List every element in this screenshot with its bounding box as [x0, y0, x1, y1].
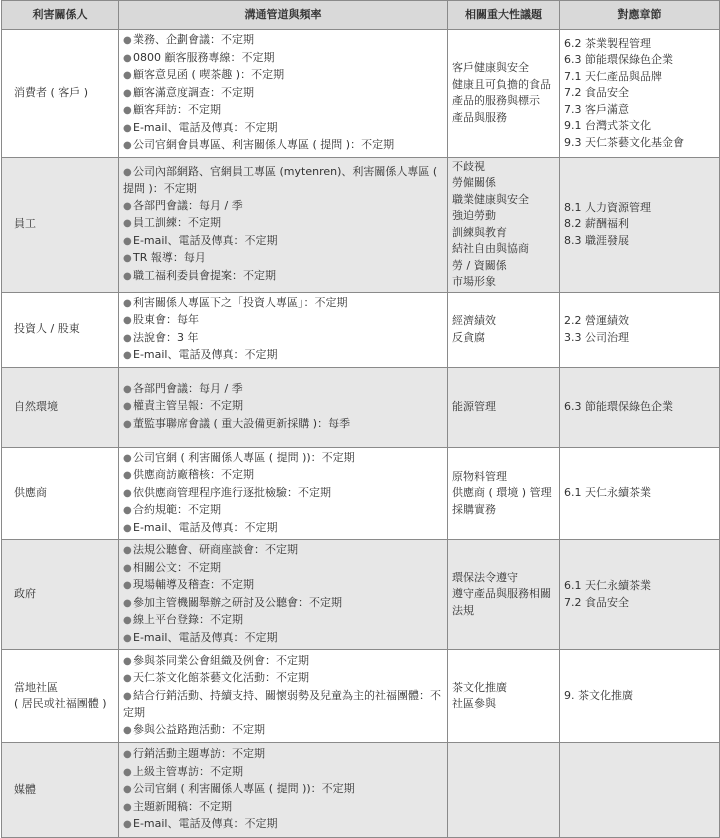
bullet-icon: ● — [123, 350, 132, 361]
header-stakeholder: 利害關係人 — [2, 1, 119, 30]
channel-text: 顧客滿意度調查：不定期 — [133, 85, 254, 99]
issue-item: 經濟績效 — [452, 314, 496, 327]
stakeholder-name: 供應商 — [14, 486, 47, 499]
issue-item: 原物料管理 — [452, 469, 507, 483]
chapters-cell — [560, 540, 720, 650]
issue-item: 茶文化推廣 — [452, 680, 507, 694]
chapters-cell — [560, 743, 720, 838]
issue-item: 產品的服務與標示 — [452, 94, 540, 108]
chapter-item: 6.1 天仁永續茶業 — [564, 579, 651, 592]
stakeholder-cell — [2, 650, 119, 743]
bullet-icon: ● — [123, 332, 132, 344]
channel-item — [123, 467, 443, 485]
issues-cell — [448, 367, 560, 447]
channel-item — [123, 816, 443, 834]
channel-text: 依供應商管理程序進行逐批檢驗：不定期 — [133, 485, 331, 499]
bullet-icon: ● — [123, 70, 132, 81]
channel-item — [123, 670, 443, 688]
channel-item — [123, 577, 443, 595]
table-row — [2, 447, 720, 540]
table-row — [2, 367, 720, 447]
bullet-icon: ● — [123, 690, 132, 702]
channel-item — [123, 330, 443, 348]
bullet-icon: ● — [123, 401, 132, 413]
channel-item — [123, 67, 443, 85]
channel-text: 公司官網 ( 利害關係人專區 ( 提問 ))：不定期 — [133, 782, 355, 796]
header-channels: 溝通管道與頻率 — [119, 1, 448, 30]
issues-cell — [448, 447, 560, 540]
bullet-icon: ● — [123, 122, 132, 134]
bullet-icon: ● — [123, 505, 132, 516]
channel-item — [123, 485, 443, 503]
channel-item — [123, 347, 443, 365]
stakeholder-name: 媒體 — [14, 782, 36, 796]
issue-item: 結社自由與協商 — [452, 242, 529, 255]
channel-text: 法規公聽會、研商座談會：不定期 — [133, 543, 298, 556]
table-row — [2, 743, 720, 838]
channel-item — [123, 542, 443, 560]
stakeholder-cell — [2, 447, 119, 540]
issues-cell — [448, 743, 560, 838]
issues-cell — [448, 540, 560, 650]
channel-item — [123, 120, 443, 138]
channel-item — [123, 630, 443, 648]
chapter-item: 7.3 客戶滿意 — [564, 102, 629, 116]
channel-text: 顧客拜訪：不定期 — [133, 103, 221, 116]
bullet-icon: ● — [123, 801, 132, 813]
channel-item — [123, 416, 443, 434]
issue-item: 供應商 ( 環境 ) 管理 — [452, 486, 552, 499]
bullet-icon: ● — [123, 470, 132, 481]
bullet-icon: ● — [123, 615, 132, 626]
stakeholder-name: 當地社區 — [14, 680, 58, 694]
chapter-item: 7.2 食品安全 — [564, 595, 629, 609]
channel-text: E-mail、電話及傳真：不定期 — [133, 120, 278, 134]
channel-item — [123, 233, 443, 251]
chapter-item: 9. 茶文化推廣 — [564, 688, 633, 702]
issue-item: 社區參與 — [452, 697, 496, 710]
bullet-icon: ● — [123, 52, 132, 64]
issue-item: 遵守產品與服務相關 — [452, 587, 551, 601]
channel-item — [123, 381, 443, 399]
channel-item — [123, 312, 443, 330]
channels-cell — [119, 650, 448, 743]
issue-item: 職業健康與安全 — [452, 192, 529, 206]
issue-item: 法規 — [452, 603, 474, 617]
bullet-icon: ● — [123, 235, 132, 247]
channel-text: E-mail、電話及傳真：不定期 — [133, 817, 278, 831]
bullet-icon: ● — [123, 724, 132, 736]
channel-text: 參與公益路跑活動：不定期 — [133, 722, 265, 736]
chapter-item: 8.1 人力資源管理 — [564, 200, 651, 214]
channel-item — [123, 502, 443, 520]
channel-item — [123, 268, 443, 286]
stakeholder-cell — [2, 30, 119, 158]
channel-text: 0800 顧客服務專線：不定期 — [133, 50, 275, 64]
chapter-item: 8.2 薪酬福利 — [564, 217, 629, 231]
channel-text: 線上平台登錄：不定期 — [133, 613, 243, 626]
channel-text: 合約規範：不定期 — [133, 503, 221, 516]
channel-text: 現場輔導及稽查：不定期 — [133, 578, 254, 591]
chapter-item: 3.3 公司治理 — [564, 330, 629, 344]
channels-cell — [119, 367, 448, 447]
bullet-icon: ● — [123, 522, 132, 534]
channel-item — [123, 85, 443, 103]
chapters-cell — [560, 650, 720, 743]
chapters-cell — [560, 292, 720, 367]
header-issues: 相關重大性議題 — [448, 1, 560, 30]
chapter-item: 2.2 營運績效 — [564, 314, 629, 327]
channel-item — [123, 50, 443, 68]
chapters-cell — [560, 157, 720, 292]
chapters-cell — [560, 447, 720, 540]
table-body — [2, 30, 720, 838]
channel-text: 顧客意見函 ( 喫茶趣 )：不定期 — [133, 68, 285, 81]
issue-item: 反貪腐 — [452, 330, 485, 344]
channel-text: 股東會：每年 — [133, 313, 199, 326]
channels-cell — [119, 157, 448, 292]
channel-text: 參加主管機關舉辦之研討及公聽會：不定期 — [133, 595, 342, 609]
channel-text: 公司官網 ( 利害關係人專區 ( 提問 ))：不定期 — [133, 450, 355, 464]
bullet-icon: ● — [123, 580, 132, 591]
chapter-item: 9.3 天仁茶藝文化基金會 — [564, 135, 684, 149]
issues-cell — [448, 650, 560, 743]
bullet-icon: ● — [123, 253, 132, 265]
bullet-icon: ● — [123, 784, 132, 796]
channel-item — [123, 595, 443, 613]
bullet-icon: ● — [123, 418, 132, 430]
issue-item: 能源管理 — [452, 399, 496, 413]
channel-text: 參與茶同業公會組織及例會：不定期 — [133, 653, 309, 667]
stakeholder-name: ( 居民或社福團體 ) — [14, 697, 107, 710]
issue-item: 強迫勞動 — [452, 209, 496, 222]
chapters-cell — [560, 367, 720, 447]
issue-item: 健康且可負擔的食品 — [452, 77, 551, 91]
channel-item — [123, 164, 443, 198]
chapter-item: 6.3 節能環保綠色企業 — [564, 53, 673, 66]
issues-cell — [448, 30, 560, 158]
channel-text: 董監事聯席會議 ( 重大設備更新採購 )：每季 — [133, 416, 351, 430]
bullet-icon: ● — [123, 766, 132, 778]
table-row — [2, 650, 720, 743]
channel-text: 主題新聞稿：不定期 — [133, 799, 232, 813]
channel-item — [123, 612, 443, 630]
chapters-cell — [560, 30, 720, 158]
chapter-item: 6.1 天仁永續茶業 — [564, 486, 651, 499]
channel-text: 權責主管呈報：不定期 — [133, 399, 243, 413]
channel-item — [123, 764, 443, 782]
bullet-icon: ● — [123, 218, 132, 230]
channel-text: 公司官網會員專區、利害關係人專區 ( 提問 )：不定期 — [133, 138, 395, 151]
bullet-icon: ● — [123, 105, 132, 116]
bullet-icon: ● — [123, 297, 132, 309]
table-row — [2, 30, 720, 158]
channel-item — [123, 102, 443, 120]
channel-item — [123, 215, 443, 233]
issue-item: 採購實務 — [452, 502, 496, 516]
stakeholder-cell — [2, 367, 119, 447]
table-row — [2, 157, 720, 292]
channel-text: 員工訓練：不定期 — [133, 216, 221, 230]
issue-item: 市場形象 — [452, 275, 496, 288]
channel-item — [123, 653, 443, 671]
bullet-icon: ● — [123, 545, 132, 556]
issues-cell — [448, 292, 560, 367]
channel-item — [123, 295, 443, 313]
issue-item: 不歧視 — [452, 159, 485, 173]
channel-text: 公司內部網路、官網員工專區 (mytenren)、利害關係人專區 ( 提問 )：不定期 — [123, 164, 438, 196]
channel-text: E-mail、電話及傳真：不定期 — [133, 630, 278, 644]
table-row — [2, 292, 720, 367]
bullet-icon: ● — [123, 140, 132, 151]
channel-text: 職工福利委員會提案：不定期 — [133, 268, 276, 282]
bullet-icon: ● — [123, 270, 132, 282]
stakeholder-name: 自然環境 — [14, 399, 58, 413]
bullet-icon: ● — [123, 35, 132, 46]
channels-cell — [119, 30, 448, 158]
channel-text: 各部門會議：每月 / 季 — [133, 198, 243, 212]
channel-item — [123, 688, 443, 722]
bullet-icon: ● — [123, 655, 132, 667]
channel-item — [123, 520, 443, 538]
bullet-icon: ● — [123, 597, 132, 609]
bullet-icon: ● — [123, 749, 132, 761]
channels-cell — [119, 447, 448, 540]
issue-item: 客戶健康與安全 — [452, 61, 529, 75]
bullet-icon: ● — [123, 452, 132, 464]
chapter-item: 8.3 職涯發展 — [564, 233, 629, 247]
channel-item — [123, 746, 443, 764]
stakeholder-name: 消費者 ( 客戶 ) — [14, 86, 89, 99]
header-chapters: 對應章節 — [560, 1, 720, 30]
bullet-icon: ● — [123, 819, 132, 831]
stakeholder-name: 政府 — [14, 587, 36, 601]
bullet-icon: ● — [123, 166, 132, 178]
bullet-icon: ● — [123, 673, 132, 685]
channel-item — [123, 722, 443, 740]
chapter-item: 6.3 節能環保綠色企業 — [564, 399, 673, 413]
channels-cell — [119, 743, 448, 838]
channel-text: E-mail、電話及傳真：不定期 — [133, 348, 278, 361]
channel-text: 各部門會議：每月 / 季 — [133, 381, 243, 395]
stakeholder-cell — [2, 157, 119, 292]
channels-cell — [119, 540, 448, 650]
stakeholder-name: 員工 — [14, 217, 36, 231]
channel-item — [123, 250, 443, 268]
stakeholder-cell — [2, 540, 119, 650]
channel-text: 供應商訪廠稽核：不定期 — [133, 468, 254, 481]
issue-item: 勞 / 資關係 — [452, 258, 507, 272]
channel-item — [123, 137, 443, 155]
channel-text: 結合行銷活動、持續支持、關懷弱勢及兒童為主的社福團體：不定期 — [123, 688, 441, 720]
bullet-icon: ● — [123, 383, 132, 395]
stakeholder-cell — [2, 292, 119, 367]
table-header-row — [2, 1, 720, 30]
stakeholder-table — [1, 0, 720, 838]
issue-item: 訓練與教育 — [452, 225, 507, 239]
channel-text: E-mail、電話及傳真：不定期 — [133, 520, 278, 534]
channel-text: 利害關係人專區下之「投資人專區」：不定期 — [133, 295, 348, 309]
channel-text: TR 報導：每月 — [133, 251, 206, 265]
issues-cell — [448, 157, 560, 292]
stakeholder-name: 投資人 / 股東 — [14, 322, 80, 336]
issue-item: 產品與服務 — [452, 110, 507, 124]
issue-item: 環保法令遵守 — [452, 570, 518, 584]
chapter-item: 7.2 食品安全 — [564, 86, 629, 99]
channels-cell — [119, 292, 448, 367]
bullet-icon: ● — [123, 632, 132, 644]
channel-item — [123, 398, 443, 416]
bullet-icon: ● — [123, 87, 132, 99]
stakeholder-cell — [2, 743, 119, 838]
bullet-icon: ● — [123, 200, 132, 212]
channel-item — [123, 32, 443, 50]
channel-text: E-mail、電話及傳真：不定期 — [133, 233, 278, 247]
chapter-item: 9.1 台灣式茶文化 — [564, 119, 651, 132]
bullet-icon: ● — [123, 562, 132, 574]
bullet-icon: ● — [123, 315, 132, 326]
channel-text: 行銷活動主題專訪：不定期 — [133, 747, 265, 761]
bullet-icon: ● — [123, 487, 132, 499]
channel-item — [123, 450, 443, 468]
channel-text: 業務、企劃會議：不定期 — [133, 33, 254, 46]
channel-item — [123, 781, 443, 799]
channel-text: 法說會：3 年 — [133, 330, 199, 344]
chapter-item: 6.2 茶業製程管理 — [564, 36, 651, 50]
issue-item: 勞僱關係 — [452, 176, 496, 189]
channel-text: 天仁茶文化館茶藝文化活動：不定期 — [133, 671, 309, 685]
chapter-item: 7.1 天仁產品與品牌 — [564, 69, 662, 83]
channel-text: 上級主管專訪：不定期 — [133, 764, 243, 778]
channel-item — [123, 560, 443, 578]
channel-item — [123, 198, 443, 216]
channel-item — [123, 799, 443, 817]
channel-text: 相關公文：不定期 — [133, 560, 221, 574]
table-row — [2, 540, 720, 650]
